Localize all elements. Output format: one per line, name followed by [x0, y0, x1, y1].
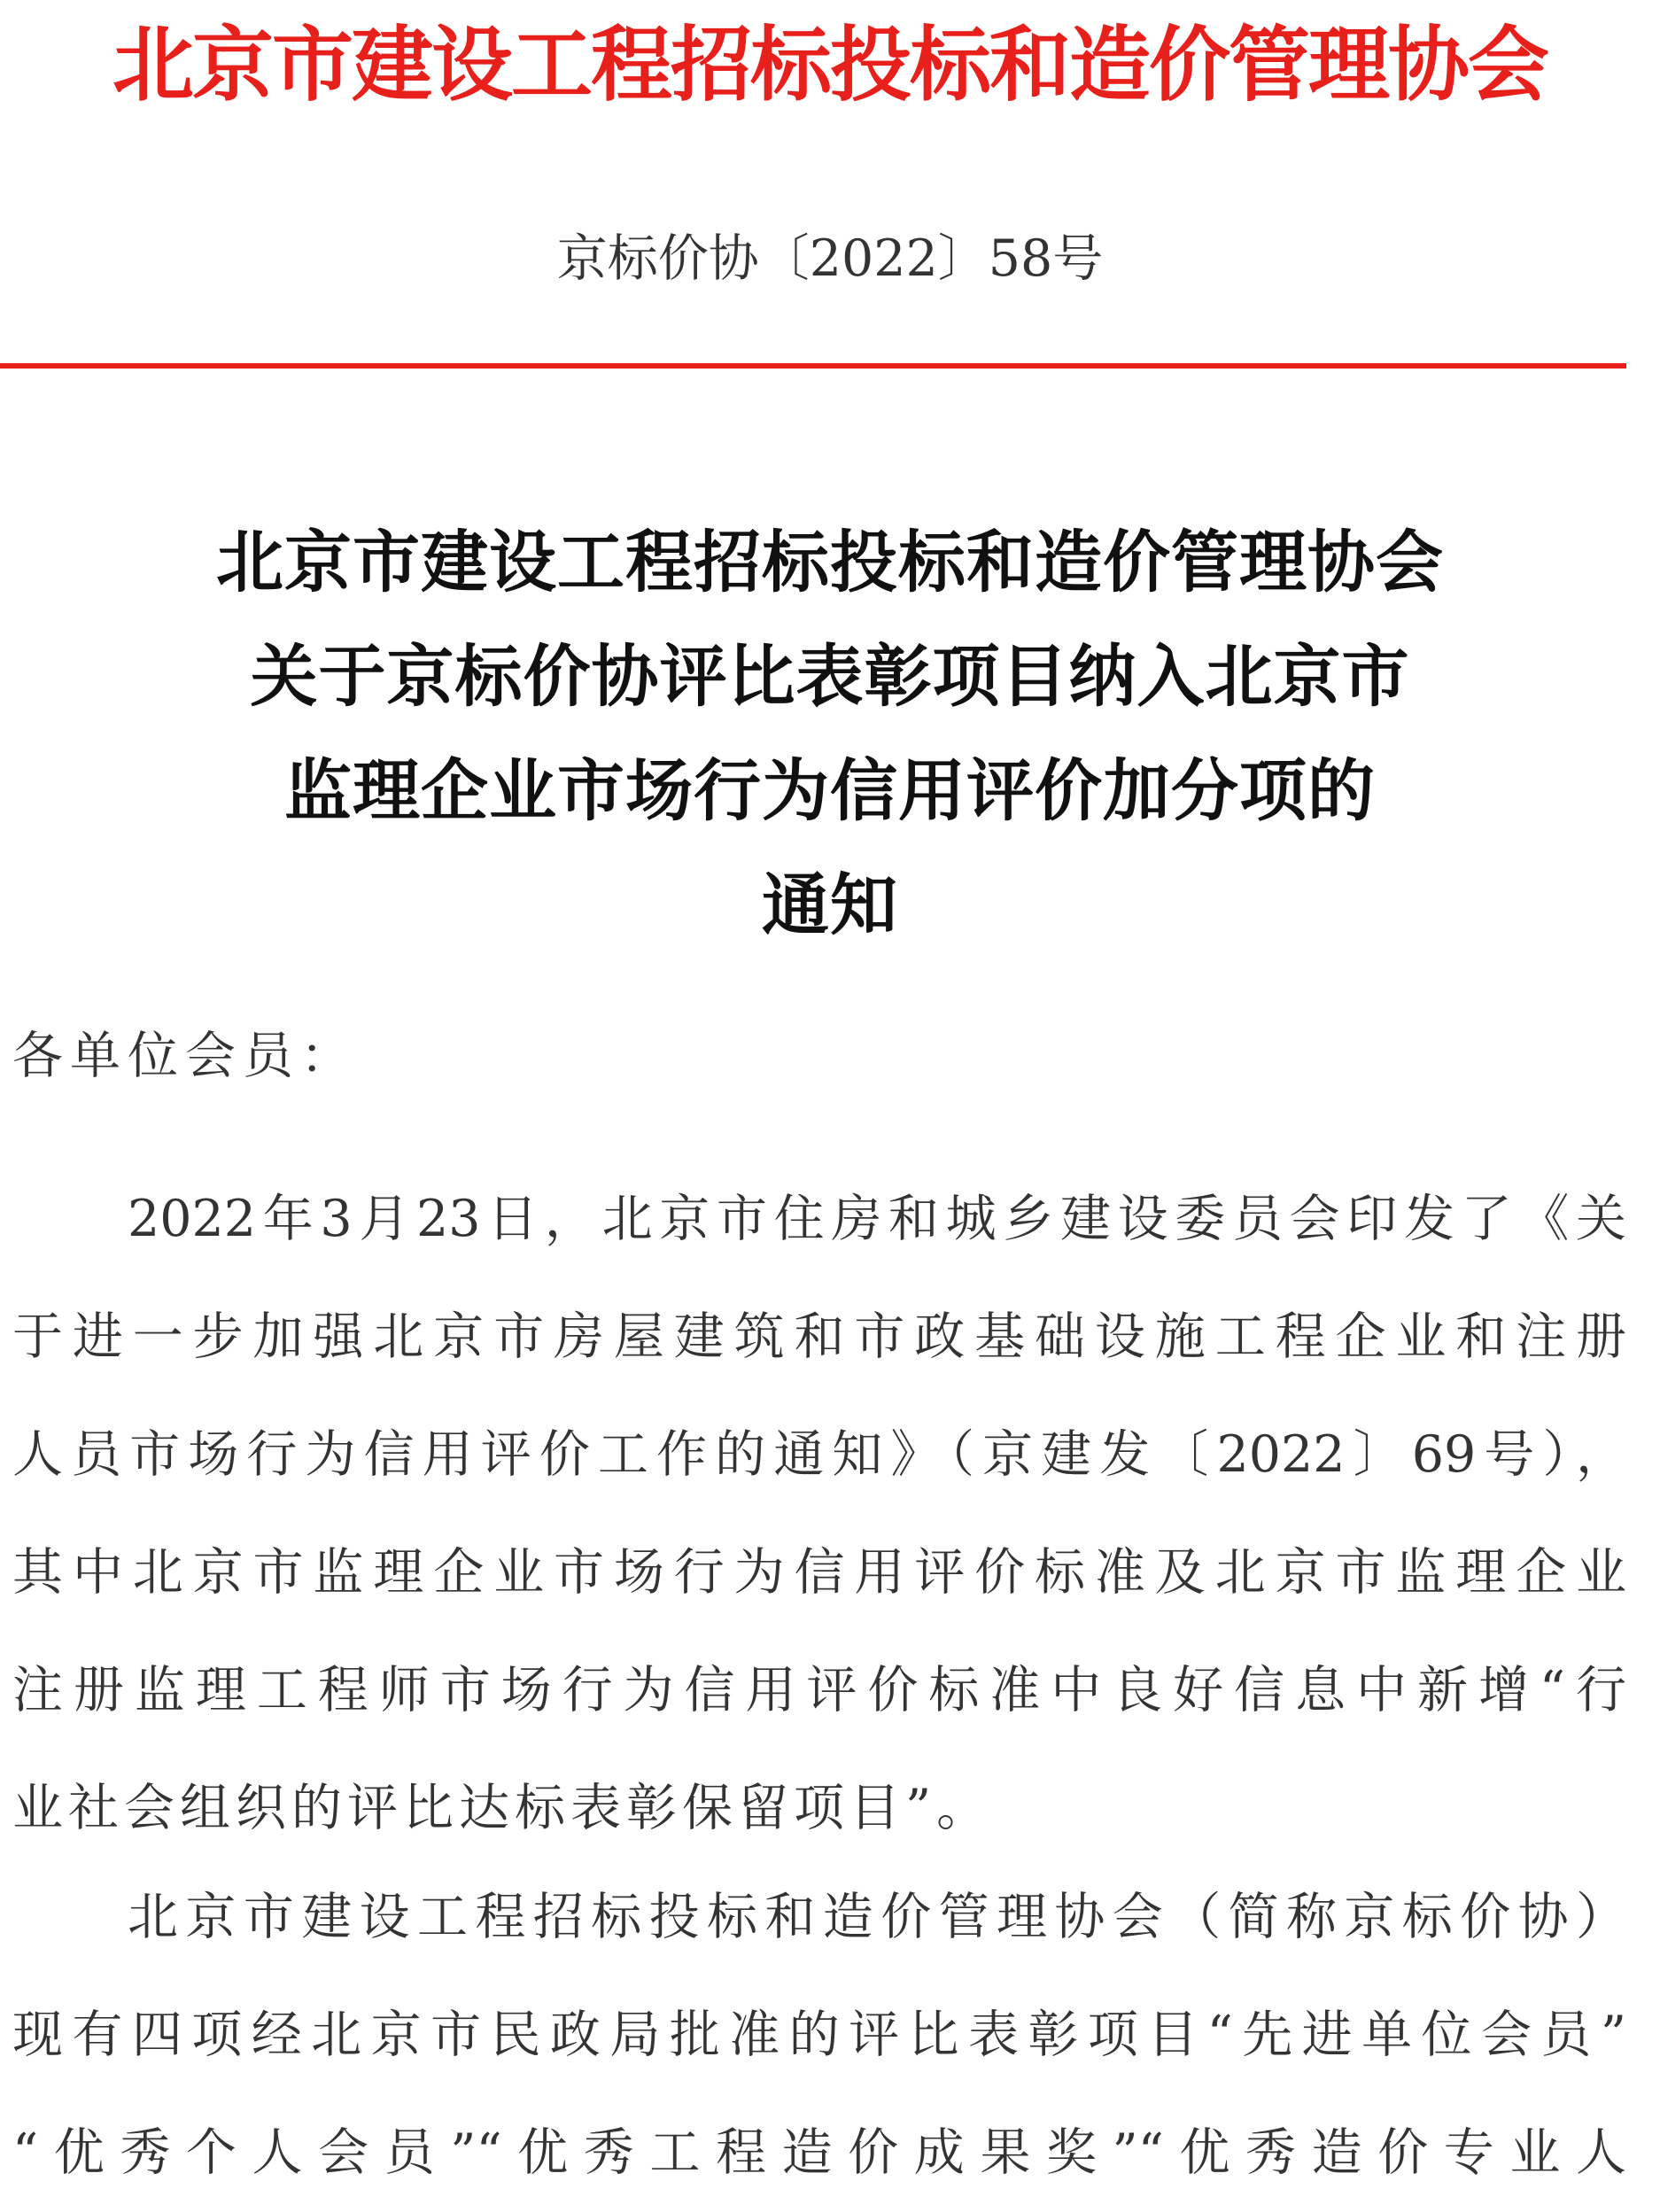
salutation: 各单位会员：	[12, 1027, 358, 1085]
body-paragraph-2	[12, 1859, 1626, 2212]
title-line: 通知	[762, 865, 898, 944]
paragraph-line: “优秀个人会员”“优秀工程造价成果奖”“优秀造价专业人	[12, 2123, 1626, 2182]
title-line: 关于京标价协评比表彰项目纳入北京市	[250, 637, 1410, 716]
paragraph-line: 人员市场行为信用评价工作的通知》（京建发〔2022〕69号），	[12, 1425, 1626, 1484]
issuing-organization-header: 北京市建设工程招标投标和造价管理协会	[112, 17, 1548, 113]
paragraph-line: 其中北京市监理企业市场行为信用评价标准及北京市监理企业	[12, 1543, 1626, 1602]
paragraph-line: 2022年3月23日，北京市住房和城乡建设委员会印发了《关	[128, 1190, 1626, 1248]
title-line: 监理企业市场行为信用评价加分项的	[284, 751, 1376, 830]
document-title	[0, 505, 1660, 962]
body-paragraph-1	[12, 1160, 1626, 1867]
paragraph-line: 于进一步加强北京市房屋建筑和市政基础设施工程企业和注册	[12, 1308, 1626, 1366]
title-line: 北京市建设工程招标投标和造价管理协会	[216, 523, 1444, 602]
document-number: 京标价协〔2022〕58号	[556, 229, 1104, 288]
paragraph-line: 北京市建设工程招标投标和造价管理协会（简称京标价协）	[128, 1888, 1626, 1946]
paragraph-line: 现有四项经北京市民政局批准的评比表彰项目“先进单位会员”	[12, 2006, 1626, 2064]
header-divider-rule	[0, 363, 1626, 369]
paragraph-line: 注册监理工程师市场行为信用评价标准中良好信息中新增“行	[12, 1661, 1626, 1719]
paragraph-line: 业社会组织的评比达标表彰保留项目”。	[12, 1779, 993, 1837]
